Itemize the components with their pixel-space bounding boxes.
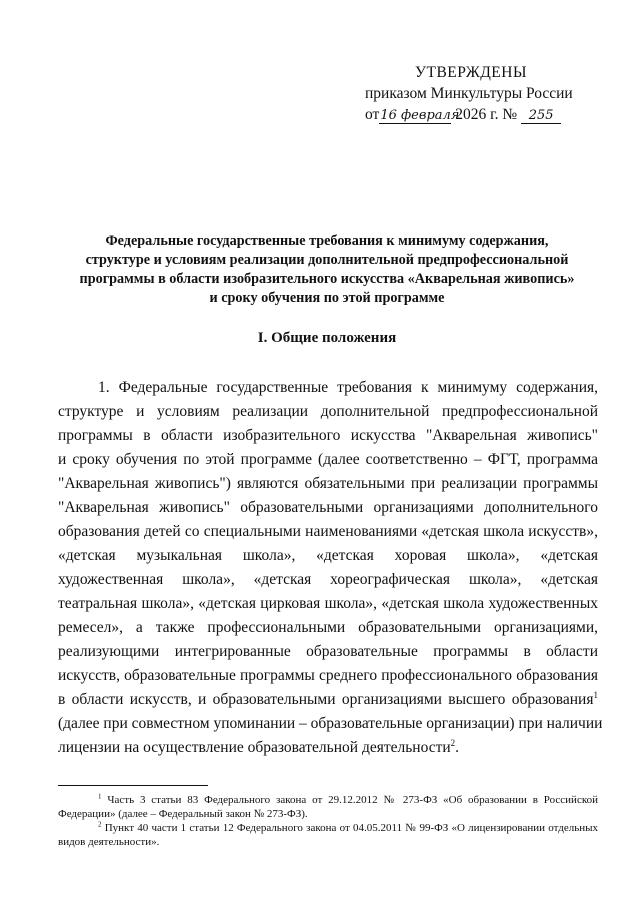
footnote-divider [58, 785, 208, 786]
paragraph-line: «детская музыкальная школа», «детская хоровая школа», «детская [58, 547, 598, 564]
footnote-1 [58, 793, 598, 821]
footnote-line [58, 793, 598, 807]
document-title-line: и сроку обучения по этой программе [209, 290, 445, 306]
handwritten-date: 16 февраля [380, 108, 460, 123]
footnote-line [58, 821, 598, 835]
footnote-line: Федерации» (далее – Федеральный закон № 273-ФЗ). [58, 808, 308, 820]
footnotes [58, 793, 598, 849]
footnote-ref-1[interactable]: 1 [593, 689, 598, 700]
approval-year: 2026 г. № [455, 106, 518, 123]
paragraph-line: программы в области изобразительного искусства "Акварельная живопись" [58, 427, 598, 444]
document-title-line: Федеральные государственные требования к минимуму содержания, [105, 233, 549, 249]
paragraph-line: реализующими интегрированные образовательные программы в области [58, 643, 598, 660]
paragraph-1 [58, 376, 603, 760]
footnote-line: видов деятельности». [58, 836, 160, 848]
paragraph-line: и сроку обучения по этой программе (далее соответственно – ФГТ, программа [58, 451, 598, 468]
footnote-ref-2[interactable]: 2 [450, 737, 456, 748]
document-title [62, 232, 592, 308]
footnote-2 [58, 821, 598, 849]
paragraph-line: структуре и условиям реализации дополнительной предпрофессиональной [58, 403, 598, 420]
approval-order-line: приказом Минкультуры России [365, 85, 573, 102]
paragraph-line: (далее при совместном упоминании – образовательные организации) при наличии [58, 715, 603, 732]
paragraph-line-text: в области искусств, и образовательными организациями высшего образования [58, 691, 594, 708]
paragraph-line: художественная школа», «детская хореографическая школа», «детская [58, 571, 598, 588]
approval-title: УТВЕРЖДЕНЫ [415, 64, 527, 81]
document-title-line: структуре и условиям реализации дополнительной предпрофессиональной [85, 252, 569, 268]
paragraph-line: ремесел», а также профессиональными образовательными организациями, [58, 619, 598, 636]
paragraph-line: образования детей со специальными наименованиями «детская школа искусств», [58, 523, 598, 540]
paragraph-line: искусств, образовательные программы среднего профессионального образования [58, 667, 598, 684]
paragraph-line: 1. Федеральные государственные требования к минимуму содержания, [98, 379, 598, 396]
final-period: . [455, 739, 460, 756]
paragraph-line: театральная школа», «детская цирковая школа», «детская школа художественных [58, 595, 598, 612]
footnote-text: Часть 3 статьи 83 Федерального закона от 29.12.2012 № 273-ФЗ «Об образовании в Российской [107, 794, 598, 806]
paragraph-line-with-footnote [58, 736, 598, 760]
footnote-text: Пункт 40 части 1 статьи 12 Федерального закона от 04.05.2011 № 99-ФЗ «О лицензировании отдельных [104, 822, 599, 834]
paragraph-line-with-footnote [58, 688, 598, 712]
footnote-mark-1: 1 [98, 792, 102, 801]
paragraph-line: "Акварельная живопись") являются обязательными при реализации программы [58, 475, 598, 492]
document-title-line: программы в области изобразительного искусства «Акварельная живопись» [79, 271, 575, 287]
handwritten-order-number: 255 [521, 109, 561, 124]
approval-from-label: от [365, 106, 380, 123]
footnote-mark-2: 2 [98, 820, 102, 829]
section-heading: I. Общие положения [257, 330, 397, 346]
approval-stamp [365, 62, 605, 125]
approval-date-line [365, 104, 605, 125]
paragraph-line: "Акварельная живопись" образовательными организациями дополнительного [58, 499, 598, 516]
paragraph-line-text: лицензии на осуществление образовательной деятельности [58, 739, 451, 756]
